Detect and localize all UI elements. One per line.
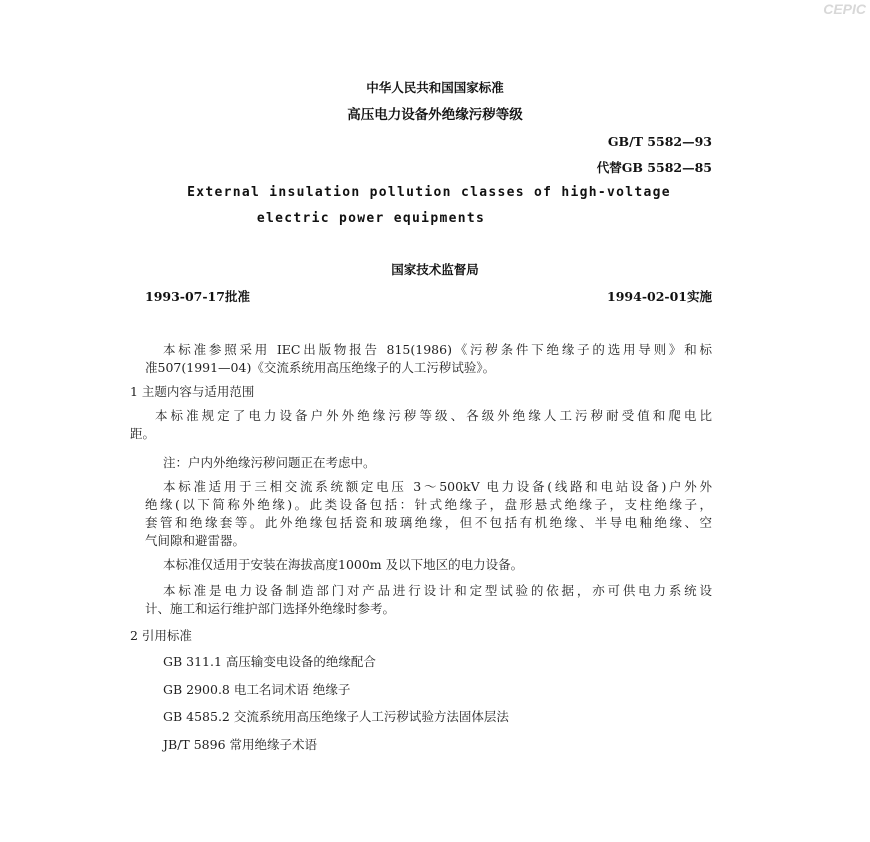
approved-date: 1993-07-17批准 xyxy=(145,289,250,304)
s1-p4-line: 计、施工和运行维护部门选择外绝缘时参考。 xyxy=(145,601,396,616)
effective-date: 1994-02-01实施 xyxy=(607,289,712,304)
s1-p2-line: 套管和绝缘套等。此外绝缘包括瓷和玻璃绝缘，但不包括有机绝缘、半导电釉绝缘、空 xyxy=(145,515,712,530)
s1-p4-line: 本标准是电力设备制造部门对产品进行设计和定型试验的依据，亦可供电力系统设 xyxy=(163,583,712,598)
document-title-cn: 高压电力设备外绝缘污秽等级 xyxy=(347,107,523,123)
section-2-heading: 2 引用标准 xyxy=(130,628,192,643)
reference-item: GB 2900.8 电工名词术语 绝缘子 xyxy=(163,682,351,697)
document-title-en-1: External insulation pollution classes of high-voltage xyxy=(187,185,671,200)
replaces-code: 代替GB 5582—85 xyxy=(596,160,712,175)
document-title-en-2: electric power equipments xyxy=(256,211,486,226)
watermark-logo: CEPIC xyxy=(823,1,866,17)
standard-code: GB/T 5582—93 xyxy=(607,134,712,149)
s1-note: 注：户内外绝缘污秽问题正在考虑中。 xyxy=(163,455,376,470)
reference-item: GB 4585.2 交流系统用高压绝缘子人工污秽试验方法固体层法 xyxy=(163,709,509,724)
national-standard-label: 中华人民共和国国家标准 xyxy=(366,80,504,95)
intro-line: 本标准参照采用 IEC出版物报告 815(1986)《污秽条件下绝缘子的选用导则》和标 xyxy=(163,342,712,357)
s1-p3: 本标准仅适用于安装在海拔高度1000m 及以下地区的电力设备。 xyxy=(163,557,524,572)
s1-p2-line: 气间隙和避雷器。 xyxy=(145,533,246,548)
s1-p1-line: 距。 xyxy=(130,426,156,441)
s1-p2-line: 本标准适用于三相交流系统额定电压 3～500kV 电力设备(线路和电站设备)户外外 xyxy=(163,479,712,494)
s1-p2-line: 绝缘(以下简称外绝缘)。此类设备包括：针式绝缘子，盘形悬式绝缘子，支柱绝缘子， xyxy=(145,497,712,512)
s1-p1-line: 本标准规定了电力设备户外外绝缘污秽等级、各级外绝缘人工污秽耐受值和爬电比 xyxy=(155,408,712,423)
reference-item: JB/T 5896 常用绝缘子术语 xyxy=(163,737,318,752)
intro-line: 准507(1991—04)《交流系统用高压绝缘子的人工污秽试验》。 xyxy=(145,360,496,375)
reference-item: GB 311.1 高压输变电设备的绝缘配合 xyxy=(163,654,376,669)
issuer: 国家技术监督局 xyxy=(391,262,479,277)
section-1-heading: 1 主题内容与适用范围 xyxy=(130,384,255,399)
